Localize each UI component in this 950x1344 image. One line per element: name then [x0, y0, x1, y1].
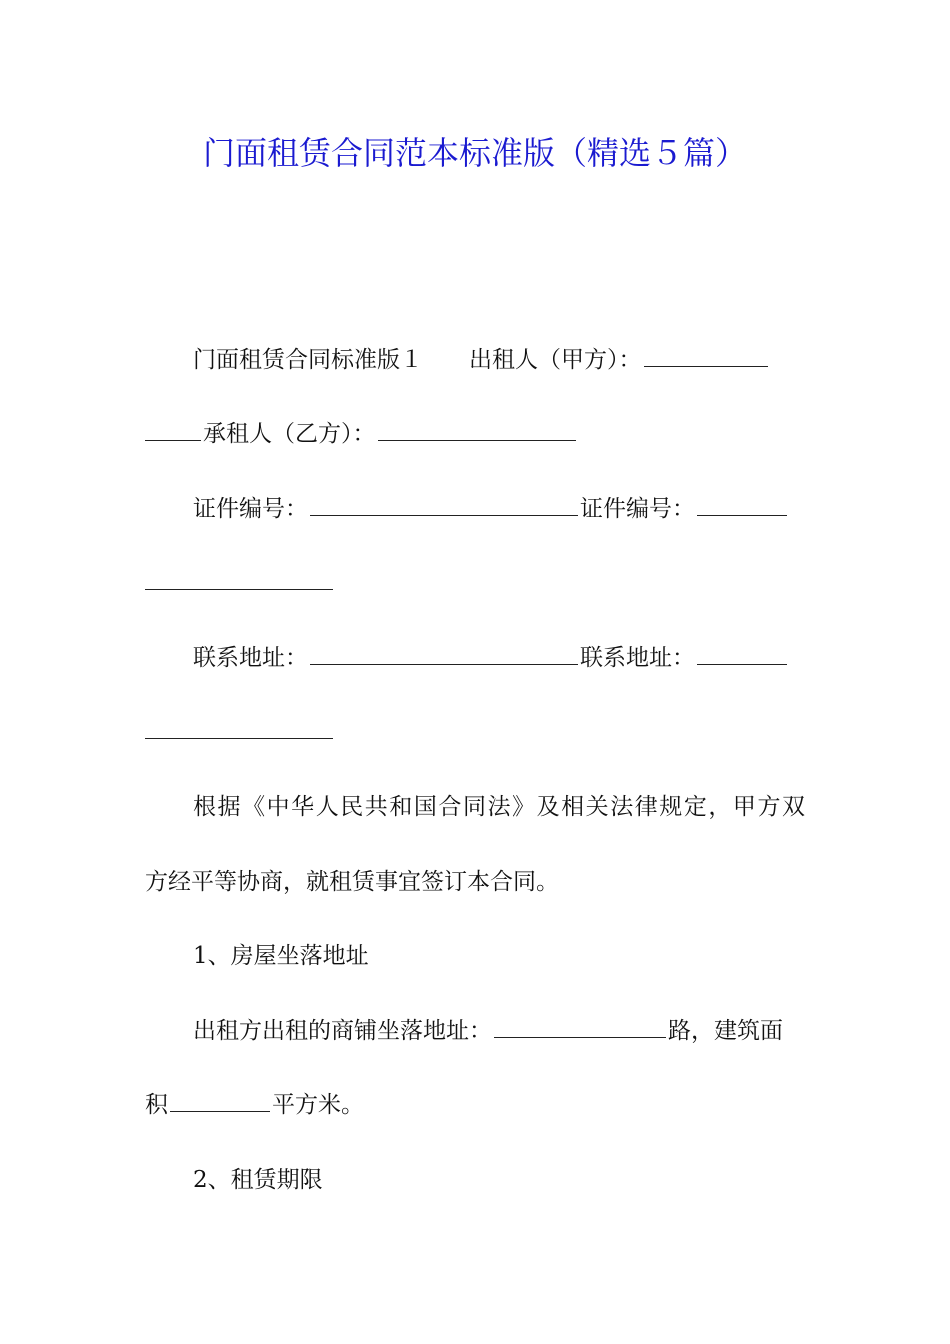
shop-address-blank	[494, 1011, 666, 1038]
lessor-address-blank	[310, 638, 578, 665]
lessor-blank	[644, 340, 768, 367]
lessor-id-label: 证件编号：	[193, 496, 308, 522]
preamble-line-1: 根据《中华人民共和国合同法》及相关法律规定，甲方双	[193, 794, 805, 820]
area-line	[145, 1085, 805, 1125]
address-line-continued	[145, 712, 805, 752]
lessor-line	[145, 340, 805, 380]
lessee-id-label: 证件编号：	[580, 496, 695, 522]
building-area-label: 路，建筑面	[668, 1018, 783, 1044]
area-label-start: 积	[145, 1092, 168, 1118]
section-1-heading: 1、房屋坐落地址	[193, 943, 369, 969]
lessor-blank-continued	[145, 414, 201, 441]
lessee-line	[145, 414, 805, 454]
lessee-address-blank	[697, 638, 787, 665]
shop-address-line	[145, 1011, 805, 1051]
lessee-label: 承租人（乙方）：	[203, 421, 376, 447]
lessor-address-label: 联系地址：	[193, 645, 308, 671]
contract-heading-and-lessor-label: 门面租赁合同标准版１ 出租人（甲方）：	[193, 347, 642, 373]
preamble-line-2: 方经平等协商，就租赁事宜签订本合同。	[145, 869, 559, 895]
lessee-address-label: 联系地址：	[580, 645, 695, 671]
lessee-address-blank-continued	[145, 712, 333, 739]
shop-address-label: 出租方出租的商铺坐落地址：	[193, 1018, 492, 1044]
area-blank	[170, 1085, 270, 1112]
address-line	[145, 638, 805, 678]
area-unit: 平方米。	[272, 1092, 364, 1118]
id-number-line-continued	[145, 563, 805, 603]
lessee-id-blank	[697, 489, 787, 516]
section-2-heading: 2、租赁期限	[193, 1167, 323, 1193]
page-title: 门面租赁合同范本标准版（精选５篇）	[202, 134, 747, 172]
lessee-blank	[378, 414, 576, 441]
lessor-id-blank	[310, 489, 578, 516]
lessee-id-blank-continued	[145, 563, 333, 590]
id-number-line	[145, 489, 805, 529]
